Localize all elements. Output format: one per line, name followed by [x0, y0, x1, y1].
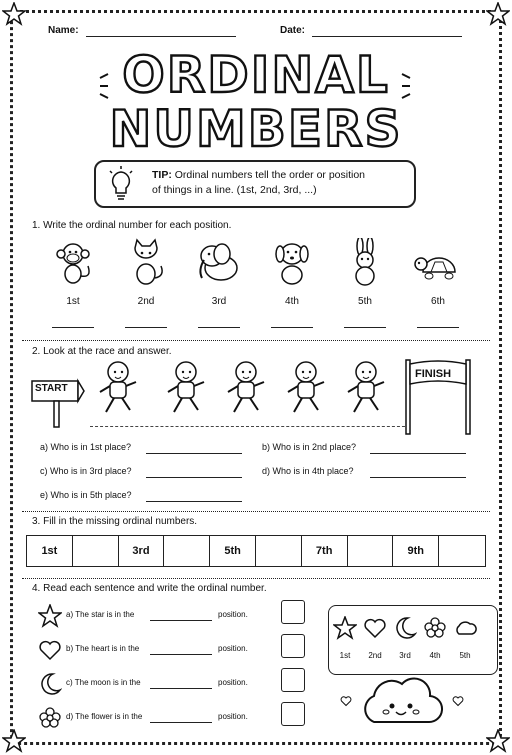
lightbulb-icon [106, 166, 136, 202]
answer-line[interactable] [52, 327, 94, 328]
runner-1 [96, 360, 140, 424]
ordinal-label: 6th [431, 296, 445, 307]
ordinal-label: 1st [66, 296, 80, 307]
heart-icon [452, 695, 464, 707]
runner-5 [344, 360, 388, 424]
answer-line[interactable] [198, 327, 240, 328]
grid-cell: 3rd [119, 536, 165, 566]
runner-2 [164, 360, 208, 424]
section3-heading: 3. Fill in the missing ordinal numbers. [32, 516, 198, 527]
answer-line[interactable] [125, 327, 167, 328]
question-e: e) Who is in 5th place? [40, 490, 132, 500]
date-label: Date: [280, 25, 306, 36]
cat-icon [121, 238, 171, 286]
grid-cell[interactable] [73, 536, 119, 566]
answer-box[interactable] [281, 702, 305, 726]
tip-line2: of things in a line. (1st, 2nd, 3rd, ...) [152, 184, 317, 196]
star-icon [2, 2, 26, 26]
sentence-before: b) The heart is in the [66, 644, 140, 653]
rabbit-icon [340, 238, 390, 286]
answer-box[interactable] [281, 634, 305, 658]
grid-cell[interactable] [164, 536, 210, 566]
grid-cell: 9th [393, 536, 439, 566]
question-a: a) Who is in 1st place? [40, 442, 132, 452]
question-d: d) Who is in 4th place? [262, 466, 354, 476]
star-icon [486, 2, 510, 26]
answer-line[interactable] [344, 327, 386, 328]
moon-icon [38, 672, 62, 696]
star-icon [38, 604, 62, 628]
ordinal-label: 3rd [211, 296, 227, 307]
section1-heading: 1. Write the ordinal number for each position. [32, 220, 232, 231]
question-c: c) Who is in 3rd place? [40, 466, 132, 476]
ordinal-label: 4th [285, 296, 299, 307]
question-b: b) Who is in 2nd place? [262, 442, 357, 452]
answer-line[interactable] [370, 453, 466, 454]
tip-text [152, 168, 365, 198]
start-sign-label: START [35, 383, 68, 394]
cloud-icon [453, 616, 477, 640]
ordinal-grid [26, 535, 486, 567]
moon-icon [393, 616, 417, 640]
answer-line[interactable] [417, 327, 459, 328]
grid-cell[interactable] [256, 536, 302, 566]
divider [22, 511, 490, 512]
star-icon [2, 729, 26, 753]
heart-icon [340, 695, 352, 707]
runner-3 [224, 360, 268, 424]
answer-line[interactable] [146, 453, 242, 454]
finish-sign-label: FINISH [415, 368, 452, 380]
key-label: 3rd [399, 651, 411, 660]
page-title-line2: NUMBERS [109, 100, 403, 158]
grid-cell[interactable] [348, 536, 394, 566]
runner-4 [284, 360, 328, 424]
track-line [90, 426, 410, 427]
sentence-before: d) The flower is in the [66, 712, 143, 721]
answer-box[interactable] [281, 600, 305, 624]
name-label: Name: [48, 25, 79, 36]
tip-label: TIP: [152, 169, 172, 181]
dog-icon [267, 238, 317, 286]
key-label: 4th [429, 651, 441, 660]
flower-icon [38, 706, 62, 730]
sentence-before: a) The star is in the [66, 610, 135, 619]
heart-icon [363, 616, 387, 640]
divider [22, 578, 490, 579]
ordinal-label: 5th [358, 296, 372, 307]
answer-line[interactable] [150, 620, 212, 621]
grid-cell: 7th [302, 536, 348, 566]
key-label: 1st [339, 651, 351, 660]
tip-line1: Ordinal numbers tell the order or position [174, 169, 366, 181]
answer-line[interactable] [146, 501, 242, 502]
page-title-line1: ORDINAL [122, 46, 390, 104]
elephant-icon [194, 238, 244, 286]
sentence-after: position. [218, 678, 248, 687]
ordinal-label: 2nd [137, 296, 155, 307]
divider [22, 340, 490, 341]
answer-line[interactable] [150, 722, 212, 723]
cloud-icon [356, 670, 446, 732]
answer-line[interactable] [150, 688, 212, 689]
grid-cell: 5th [210, 536, 256, 566]
section2-heading: 2. Look at the race and answer. [32, 346, 172, 357]
grid-cell: 1st [27, 536, 73, 566]
answer-line[interactable] [150, 654, 212, 655]
monkey-icon [48, 238, 98, 286]
turtle-icon [413, 238, 463, 286]
star-icon [486, 729, 510, 753]
star-icon [333, 616, 357, 640]
sentence-after: position. [218, 610, 248, 619]
key-label: 5th [459, 651, 471, 660]
flower-icon [423, 616, 447, 640]
answer-line[interactable] [146, 477, 242, 478]
grid-cell[interactable] [439, 536, 485, 566]
sentence-after: position. [218, 644, 248, 653]
key-label: 2nd [368, 651, 382, 660]
section4-heading: 4. Read each sentence and write the ordinal number. [32, 583, 267, 594]
answer-line[interactable] [271, 327, 313, 328]
sentence-after: position. [218, 712, 248, 721]
sentence-before: c) The moon is in the [66, 678, 141, 687]
name-field[interactable] [86, 36, 236, 37]
heart-icon [38, 638, 62, 662]
answer-box[interactable] [281, 668, 305, 692]
date-field[interactable] [312, 36, 462, 37]
answer-line[interactable] [370, 477, 466, 478]
